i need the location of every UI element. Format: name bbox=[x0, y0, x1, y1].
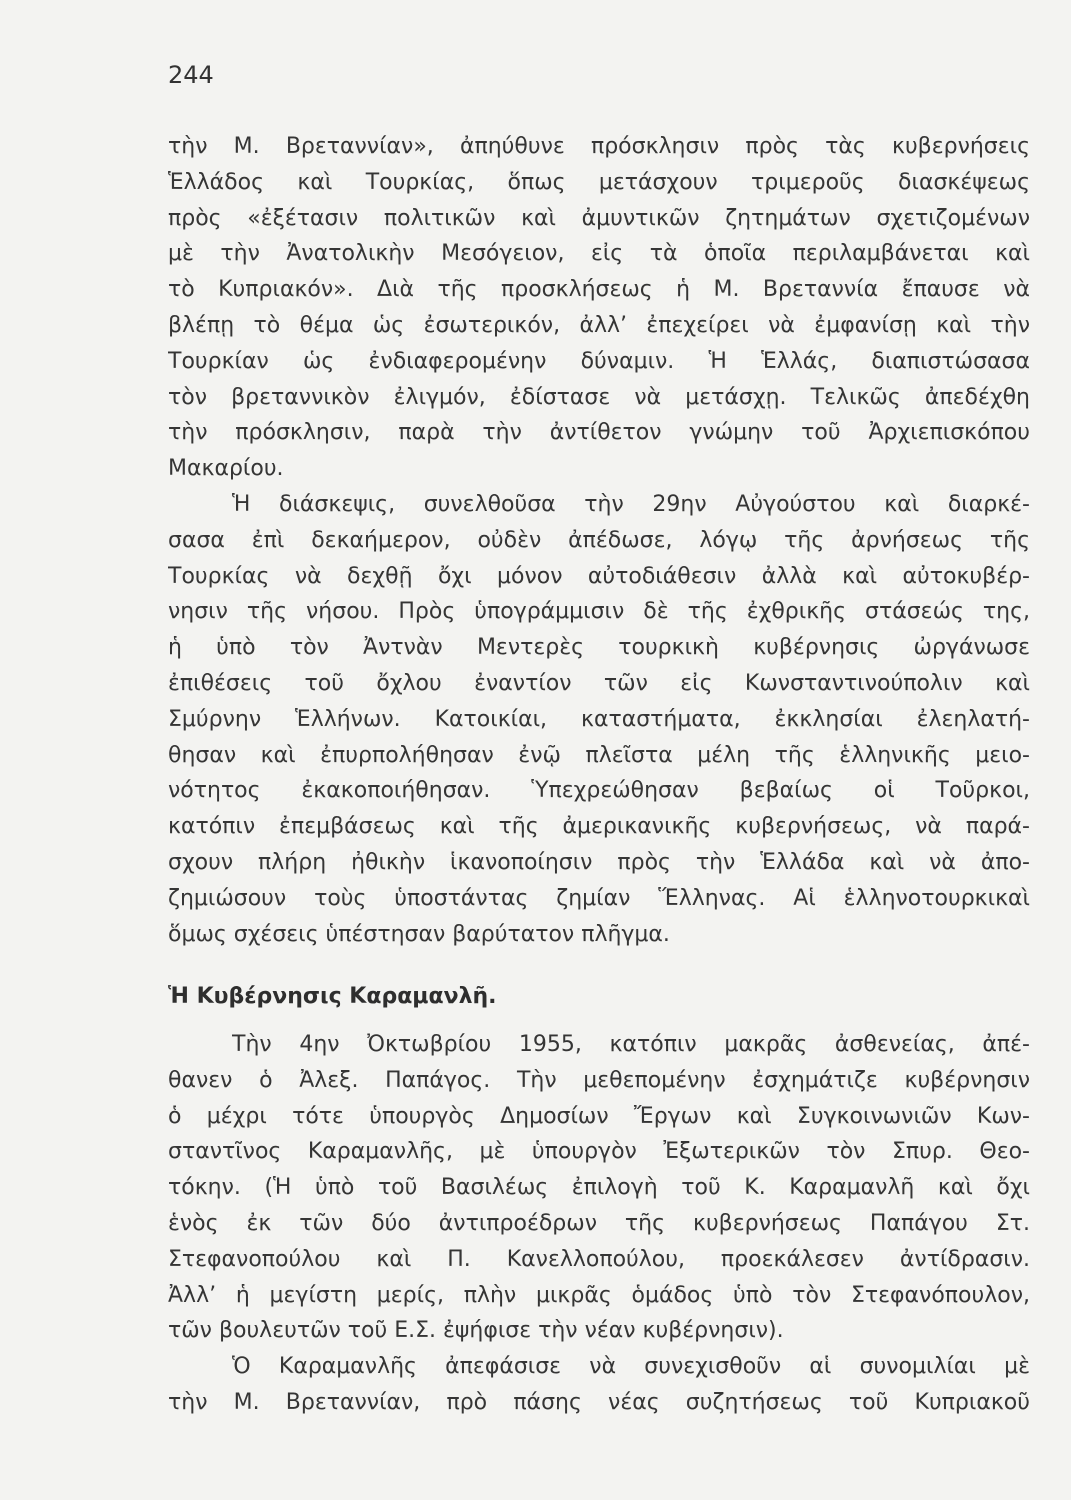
text-line: σασα ἐπὶ δεκαήμερον, οὐδὲν ἀπέδωσε, λόγῳ τῆς ἀρνήσεως τῆς bbox=[168, 527, 1030, 553]
text-line: θανεν ὁ Ἀλεξ. Παπάγος. Τὴν μεθεπομένην ἐσχημάτιζε κυβέρνησιν bbox=[168, 1067, 1030, 1093]
text-line: ἑνὸς ἐκ τῶν δύο ἀντιπροέδρων τῆς κυβερνήσεως Παπάγου Στ. bbox=[168, 1210, 1030, 1236]
text-line: ἡ ὑπὸ τὸν Ἀντνὰν Μεντερὲς τουρκικὴ κυβέρνησις ὠργάνωσε bbox=[168, 635, 1030, 661]
text-line: Σμύρνην Ἑλλήνων. Κατοικίαι, καταστήματα, ἐκκλησίαι ἐλεηλατή- bbox=[168, 706, 1030, 732]
text-line: τὴν Μ. Βρεταννίαν, πρὸ πάσης νέας συζητήσεως τοῦ Κυπριακοῦ bbox=[168, 1389, 1030, 1415]
text-line: Ἀλλ’ ἡ μεγίστη μερίς, πλὴν μικρᾶς ὁμάδος ὑπὸ τὸν Στεφανόπουλον, bbox=[168, 1282, 1030, 1308]
text-line: σταντῖνος Καραμανλῆς, μὲ ὑπουργὸν Ἐξωτερικῶν τὸν Σπυρ. Θεο- bbox=[168, 1139, 1030, 1165]
text-line: ὅμως σχέσεις ὑπέστησαν βαρύτατον πλῆγμα. bbox=[168, 921, 670, 947]
text-line: ἐπιθέσεις τοῦ ὄχλου ἐναντίον τῶν εἰς Κωνσταντινούπολιν καὶ bbox=[168, 670, 1030, 696]
text-line: Μακαρίου. bbox=[168, 456, 284, 482]
paragraph-3 bbox=[168, 1027, 1030, 1349]
text-line: κατόπιν ἐπεμβάσεως καὶ τῆς ἀμερικανικῆς κυβερνήσεως, νὰ παρά- bbox=[168, 814, 1030, 840]
text-block-lower bbox=[168, 1027, 1030, 1421]
text-line: πρὸς «ἐξέτασιν πολιτικῶν καὶ ἀμυντικῶν ζητημάτων σχετιζομένων bbox=[168, 205, 1030, 231]
paragraph-2 bbox=[168, 487, 1030, 952]
text-line: μὲ τὴν Ἀνατολικὴν Μεσόγειον, εἰς τὰ ὁποῖα περιλαμβάνεται καὶ bbox=[168, 241, 1030, 267]
paragraph-1 bbox=[168, 129, 1030, 487]
text-line: Στεφανοπούλου καὶ Π. Κανελλοπούλου, προεκάλεσεν ἀντίδρασιν. bbox=[168, 1246, 1030, 1272]
text-line: τὸ Κυπριακόν». Διὰ τῆς προσκλήσεως ἡ Μ. Βρεταννία ἔπαυσε νὰ bbox=[168, 277, 1030, 303]
text-line: Τουρκίας νὰ δεχθῇ ὄχι μόνον αὐτοδιάθεσιν ἀλλὰ καὶ αὐτοκυβέρ- bbox=[168, 563, 1030, 589]
text-line: τὴν πρόσκλησιν, παρὰ τὴν ἀντίθετον γνώμην τοῦ Ἀρχιεπισκόπου bbox=[168, 420, 1030, 446]
text-line: σχουν πλήρη ἠθικὴν ἱκανοποίησιν πρὸς τὴν Ἑλλάδα καὶ νὰ ἀπο- bbox=[168, 849, 1030, 875]
paragraph-4 bbox=[168, 1349, 1030, 1421]
text-line: νησιν τῆς νήσου. Πρὸς ὑπογράμμισιν δὲ τῆς ἐχθρικῆς στάσεώς της, bbox=[168, 599, 1030, 625]
text-line: ὁ μέχρι τότε ὑπουργὸς Δημοσίων Ἔργων καὶ Συγκοινωνιῶν Κων- bbox=[168, 1103, 1030, 1129]
text-line: τῶν βουλευτῶν τοῦ Ε.Σ. ἐψήφισε τὴν νέαν κυβέρνησιν). bbox=[168, 1318, 784, 1344]
text-line: νότητος ἐκακοποιήθησαν. Ὑπεχρεώθησαν βεβαίως οἱ Τοῦρκοι, bbox=[168, 778, 1030, 804]
text-line: Τουρκίαν ὡς ἐνδιαφερομένην δύναμιν. Ἡ Ἑλλάς, διαπιστώσασα bbox=[168, 348, 1030, 374]
text-block-upper bbox=[168, 129, 1030, 952]
text-line: Τὴν 4ην Ὀκτωβρίου 1955, κατόπιν μακρᾶς ἀσθενείας, ἀπέ- bbox=[232, 1032, 1030, 1057]
text-line: τόκην. (Ἡ ὑπὸ τοῦ Βασιλέως ἐπιλογὴ τοῦ Κ. Καραμανλῆ καὶ ὄχι bbox=[168, 1175, 1030, 1201]
text-line: θησαν καὶ ἐπυρπολήθησαν ἐνῷ πλεῖστα μέλη τῆς ἑλληνικῆς μειο- bbox=[168, 742, 1030, 768]
section-heading: Ἡ Κυβέρνησις Καραμανλῆ. bbox=[168, 984, 497, 1009]
text-line: βλέπῃ τὸ θέμα ὡς ἐσωτερικόν, ἀλλ’ ἐπεχείρει νὰ ἐμφανίσῃ καὶ τὴν bbox=[168, 312, 1030, 338]
text-line: τὴν Μ. Βρεταννίαν», ἀπηύθυνε πρόσκλησιν πρὸς τὰς κυβερνήσεις bbox=[168, 134, 1030, 159]
text-line: ζημιώσουν τοὺς ὑποστάντας ζημίαν Ἕλληνας. Αἱ ἑλληνοτουρκικαὶ bbox=[168, 885, 1030, 911]
text-line: τὸν βρεταννικὸν ἐλιγμόν, ἐδίστασε νὰ μετάσχῃ. Τελικῶς ἀπεδέχθη bbox=[168, 384, 1030, 410]
text-line: Ἡ διάσκεψις, συνελθοῦσα τὴν 29ην Αὐγούστου καὶ διαρκέ- bbox=[232, 491, 1030, 517]
text-line: Ὁ Καραμανλῆς ἀπεφάσισε νὰ συνεχισθοῦν αἱ συνομιλίαι μὲ bbox=[232, 1354, 1030, 1380]
text-line: Ἑλλάδος καὶ Τουρκίας, ὅπως μετάσχουν τριμεροῦς διασκέψεως bbox=[168, 169, 1030, 195]
page-number: 244 bbox=[168, 61, 214, 89]
